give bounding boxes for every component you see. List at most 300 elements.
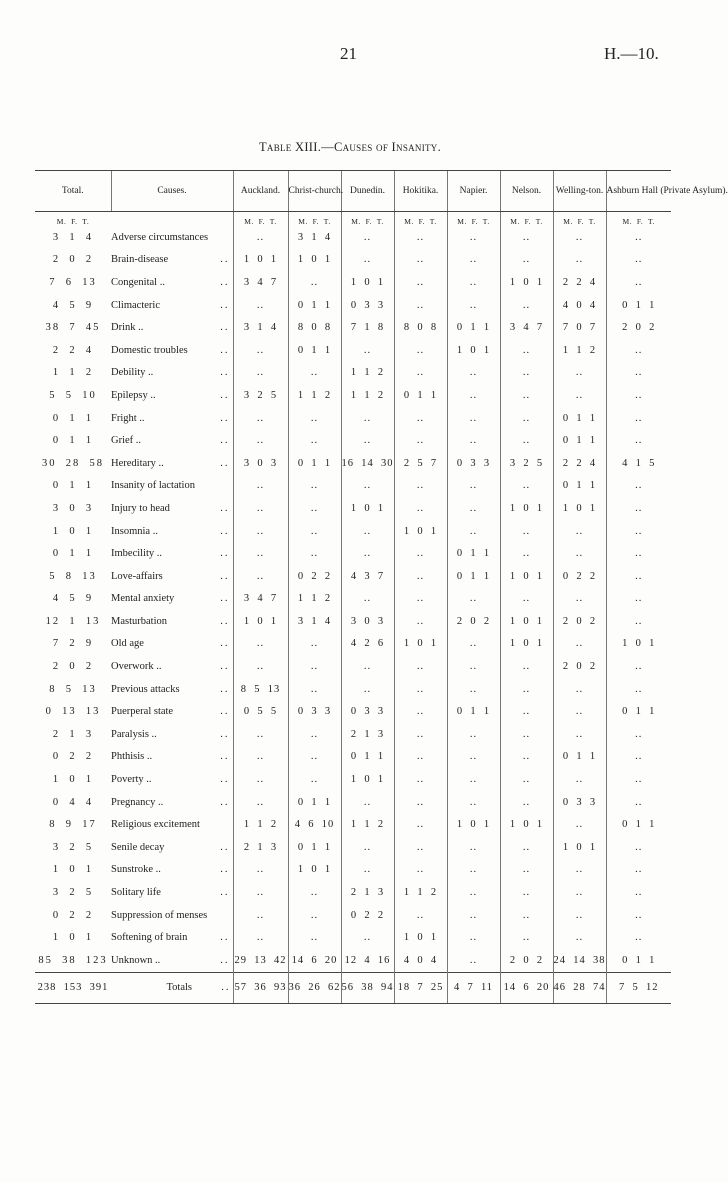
row-total-mft: 0 2 2 [52,751,94,763]
cell-nelson: 1 0 1 [500,497,553,520]
row-total-mft: 12 1 13 [45,615,101,627]
table-row [35,294,671,317]
cell-hokitika: .. [394,588,447,611]
cell-nelson: .. [500,249,553,272]
cell-ashburn-hall: .. [606,520,671,543]
cause-label: Pregnancy .. [111,796,164,808]
cell-auckland: .. [233,362,288,385]
cell-napier: .. [447,362,500,385]
row-total-mft: 3 2 5 [52,841,94,853]
cell-wellington: 4 0 4 [553,294,606,317]
cell-christchurch: .. [288,475,341,498]
row-total-mft: 7 2 9 [52,638,94,650]
cell-auckland: .. [233,407,288,430]
cause-leader: .. [220,728,230,740]
cell-napier: 2 0 2 [447,610,500,633]
cell-wellington: 24 14 38 [553,949,606,972]
cell-christchurch: .. [288,881,341,904]
cell-ashburn-hall: .. [606,588,671,611]
cell-christchurch: .. [288,655,341,678]
cell-nelson: 1 0 1 [500,565,553,588]
hokitika-header: Hokitika. [394,171,447,212]
cell-auckland: .. [233,475,288,498]
cause-label: Overwork .. [111,661,162,673]
totals-leader: .. [221,982,231,994]
row-total-mft: 85 38 123 [38,954,108,966]
cell-napier: .. [447,294,500,317]
table-row [35,904,671,927]
row-total-mft: 2 0 2 [52,254,94,266]
dunedin-header: Dunedin. [341,171,394,212]
row-total-mft: 2 0 2 [52,661,94,673]
cause-label: Drink .. [111,322,144,334]
cause-leader: .. [220,299,230,311]
cell-hokitika: .. [394,813,447,836]
cell-napier: .. [447,836,500,859]
cause-cell [111,407,233,430]
cell-auckland: 0 5 5 [233,700,288,723]
cell-napier: .. [447,384,500,407]
cause-label: Hereditary .. [111,457,164,469]
cell-ashburn-hall: .. [606,249,671,272]
cause-label: Poverty .. [111,774,152,786]
cause-label: Mental anxiety [111,593,175,605]
cell-wellington: 0 2 2 [553,565,606,588]
row-total-mft: 2 1 3 [52,728,94,740]
cell-dunedin: 1 0 1 [341,497,394,520]
cause-cell [111,475,233,498]
cell-napier: 1 0 1 [447,339,500,362]
cell-auckland: 3 4 7 [233,588,288,611]
row-total-mft: 0 1 1 [52,412,94,424]
totals-christchurch: 36 26 62 [288,972,341,1003]
cause-cell [111,294,233,317]
causes-of-insanity-table [35,170,728,1004]
cell-ashburn-hall: .. [606,859,671,882]
cell-dunedin: .. [341,588,394,611]
row-total-mft: 5 8 13 [49,570,97,582]
cell-hokitika: 1 0 1 [394,633,447,656]
cell-wellington: 2 2 4 [553,271,606,294]
cause-leader: .. [220,548,230,560]
cause-label: Old age [111,638,144,650]
causes-header: Causes. [111,171,233,212]
cell-ashburn-hall: .. [606,362,671,385]
f-label: F. [71,217,78,226]
cell-auckland: 1 0 1 [233,249,288,272]
cell-nelson: .. [500,791,553,814]
cause-leader: .. [220,706,230,718]
cell-wellington: 1 0 1 [553,497,606,520]
cell-auckland: .. [233,429,288,452]
cell-ashburn-hall: .. [606,723,671,746]
cell-nelson: 1 0 1 [500,813,553,836]
cell-ashburn-hall: .. [606,384,671,407]
cell-hokitika: .. [394,429,447,452]
cell-ashburn-hall: .. [606,791,671,814]
cause-cell [111,316,233,339]
cell-wellington: .. [553,678,606,701]
cell-hokitika: .. [394,249,447,272]
document-reference: H.—10. [604,44,659,63]
table-row [35,791,671,814]
totals-napier: 4 7 11 [447,972,500,1003]
row-total-mft: 30 28 58 [42,457,104,469]
totals-ashburn-hall: 7 5 12 [606,972,671,1003]
cell-ashburn-hall: 0 1 1 [606,294,671,317]
cause-cell [111,339,233,362]
cell-christchurch: .. [288,271,341,294]
row-total-mft: 5 5 10 [49,389,97,401]
cause-label: Climacteric [111,299,160,311]
table-row [35,339,671,362]
row-total-mft: 0 4 4 [52,796,94,808]
cell-ashburn-hall: .. [606,926,671,949]
table-row [35,565,671,588]
cause-leader: .. [220,322,230,334]
cell-christchurch: 0 1 1 [288,836,341,859]
cell-dunedin: .. [341,249,394,272]
cell-ashburn-hall: 4 1 5 [606,452,671,475]
cell-napier: 0 1 1 [447,542,500,565]
cell-dunedin: .. [341,859,394,882]
cell-wellington: .. [553,542,606,565]
cell-ashburn-hall: .. [606,836,671,859]
totals-row [35,972,671,1003]
cell-auckland: .. [233,633,288,656]
cell-hokitika: .. [394,271,447,294]
cell-hokitika: 1 0 1 [394,926,447,949]
cell-dunedin: .. [341,926,394,949]
cell-christchurch: .. [288,497,341,520]
cell-nelson: .. [500,678,553,701]
totals-label: Totals [166,982,192,994]
cause-label: Religious excitement [111,819,200,831]
cause-cell [111,542,233,565]
cell-wellington: .. [553,926,606,949]
cell-wellington: .. [553,904,606,927]
cell-christchurch: 1 1 2 [288,588,341,611]
cell-ashburn-hall: .. [606,746,671,769]
wellington-header: Welling-ton. [553,171,606,212]
table-row [35,542,671,565]
cell-ashburn-hall: .. [606,565,671,588]
cell-napier: 0 1 1 [447,700,500,723]
cell-wellington: 0 1 1 [553,475,606,498]
table-row [35,746,671,769]
cell-dunedin: .. [341,475,394,498]
cell-nelson: 1 0 1 [500,610,553,633]
cell-wellington: .. [553,859,606,882]
total-mft-labels [35,212,111,227]
cell-auckland: .. [233,723,288,746]
cell-nelson: .. [500,859,553,882]
cause-leader: .. [220,344,230,356]
cause-cell [111,520,233,543]
cause-leader: .. [220,525,230,537]
mft-labels: M. F. T. [233,212,288,227]
cell-napier: .. [447,633,500,656]
cell-nelson: .. [500,836,553,859]
cell-auckland: 1 0 1 [233,610,288,633]
cause-cell [111,610,233,633]
row-total-mft: 0 13 13 [45,706,101,718]
cell-auckland: 3 4 7 [233,271,288,294]
totals-hokitika: 18 7 25 [394,972,447,1003]
cell-nelson: .. [500,655,553,678]
cell-napier: 0 1 1 [447,316,500,339]
cell-hokitika: .. [394,859,447,882]
cell-nelson: .. [500,700,553,723]
cause-cell [111,836,233,859]
cause-label: Senile decay [111,841,165,853]
cell-napier: .. [447,588,500,611]
cell-nelson: .. [500,542,553,565]
table-row [35,949,671,972]
cell-hokitika: .. [394,610,447,633]
cause-label: Suppression of menses [111,909,208,921]
cause-cell [111,565,233,588]
totals-mft: 238 153 391 [35,972,111,1003]
cell-auckland: .. [233,497,288,520]
cause-leader: .. [220,615,230,627]
row-total-mft: 3 1 4 [52,231,94,243]
cause-leader: .. [220,412,230,424]
cause-label: Insomnia .. [111,525,158,537]
cell-hokitika: .. [394,475,447,498]
table-row [35,429,671,452]
cause-leader: .. [220,457,230,469]
cell-christchurch: .. [288,542,341,565]
cell-dunedin: .. [341,520,394,543]
cell-hokitika: 1 1 2 [394,881,447,904]
cause-label: Epilepsy .. [111,389,156,401]
cell-hokitika: 2 5 7 [394,452,447,475]
cell-wellington: .. [553,633,606,656]
cell-christchurch: 1 1 2 [288,384,341,407]
table-row [35,768,671,791]
table-body [35,212,671,973]
cell-wellington: .. [553,768,606,791]
cell-hokitika: .. [394,294,447,317]
row-total-mft: 4 5 9 [52,593,94,605]
cell-ashburn-hall: .. [606,407,671,430]
cell-napier: .. [447,520,500,543]
cause-leader: .. [220,570,230,582]
row-total-mft: 8 9 17 [49,819,97,831]
cause-label: Unknown .. [111,954,161,966]
cell-wellington: .. [553,520,606,543]
cell-nelson: .. [500,768,553,791]
cell-wellington: 0 1 1 [553,407,606,430]
cell-hokitika: .. [394,723,447,746]
cell-napier: .. [447,881,500,904]
cause-cell [111,859,233,882]
cell-ashburn-hall: .. [606,881,671,904]
cause-label: Brain-disease [111,254,169,266]
cell-napier: .. [447,429,500,452]
ashburn-hall-header: Ashburn Hall (Private Asylum). [606,171,671,212]
table-row [35,723,671,746]
cell-nelson: .. [500,475,553,498]
cell-hokitika: .. [394,678,447,701]
cell-hokitika: .. [394,226,447,249]
cell-dunedin: 1 0 1 [341,768,394,791]
cell-ashburn-hall: 0 1 1 [606,949,671,972]
cause-cell [111,429,233,452]
cause-leader: .. [220,661,230,673]
table-title: Table XIII.—Causes of Insanity. [258,140,442,154]
cell-christchurch: 3 1 4 [288,610,341,633]
cell-wellington: 0 1 1 [553,429,606,452]
cell-nelson: .. [500,339,553,362]
cell-auckland: .. [233,746,288,769]
cell-wellington: .. [553,700,606,723]
cell-dunedin: .. [341,655,394,678]
cause-label: Domestic troubles [111,344,188,356]
row-total-mft: 7 6 13 [49,276,97,288]
cause-leader: .. [220,276,230,288]
cause-cell [111,768,233,791]
cell-auckland: 1 1 2 [233,813,288,836]
table-row [35,520,671,543]
cell-nelson: 3 2 5 [500,452,553,475]
total-header: Total. [35,171,111,212]
row-total-mft: 1 0 1 [52,525,94,537]
cell-auckland: 8 5 13 [233,678,288,701]
auckland-header: Auckland. [233,171,288,212]
table-row [35,316,671,339]
cell-napier: .. [447,949,500,972]
cell-dunedin: 0 3 3 [341,700,394,723]
cell-ashburn-hall: 0 1 1 [606,700,671,723]
table-row [35,249,671,272]
row-total-mft: 3 2 5 [52,887,94,899]
row-total-mft: 0 1 1 [52,435,94,447]
table-row [35,271,671,294]
mft-labels: M. F. T. [447,212,500,227]
cell-nelson: .. [500,407,553,430]
row-total-mft: 1 1 2 [52,367,94,379]
mft-labels: M. F. T. [500,212,553,227]
cell-nelson: .. [500,723,553,746]
cell-christchurch: .. [288,407,341,430]
cell-christchurch: .. [288,746,341,769]
cause-leader: .. [220,864,230,876]
cell-auckland: 3 2 5 [233,384,288,407]
cell-christchurch: .. [288,768,341,791]
cell-napier: .. [447,497,500,520]
cell-auckland: .. [233,904,288,927]
cell-christchurch: 0 3 3 [288,700,341,723]
cause-cell [111,813,233,836]
cell-dunedin: 1 1 2 [341,813,394,836]
table-row [35,610,671,633]
cell-auckland: .. [233,565,288,588]
cause-cell [111,249,233,272]
cell-dunedin: .. [341,542,394,565]
mft-labels: M. F. T. [394,212,447,227]
cause-cell [111,588,233,611]
cell-napier: .. [447,746,500,769]
cell-wellington: 0 1 1 [553,746,606,769]
table-row [35,926,671,949]
header-row [35,171,671,212]
cell-dunedin: 0 1 1 [341,746,394,769]
cell-christchurch: 0 1 1 [288,452,341,475]
cause-label: Paralysis .. [111,728,157,740]
cell-auckland: .. [233,859,288,882]
cell-nelson: 2 0 2 [500,949,553,972]
cell-wellington: 2 2 4 [553,452,606,475]
cell-dunedin: 2 1 3 [341,723,394,746]
cell-auckland: 2 1 3 [233,836,288,859]
cell-dunedin: .. [341,339,394,362]
cell-auckland: .. [233,226,288,249]
cell-auckland: .. [233,520,288,543]
cell-wellington: .. [553,362,606,385]
cell-nelson: .. [500,226,553,249]
christchurch-header: Christ-church. [288,171,341,212]
cause-label: Solitary life [111,887,161,899]
cell-christchurch: 8 0 8 [288,316,341,339]
cell-auckland: .. [233,542,288,565]
cell-nelson: .. [500,362,553,385]
cell-auckland: .. [233,881,288,904]
t-label: T. [82,217,90,226]
cell-auckland: .. [233,339,288,362]
cause-label: Insanity of lactation [111,480,195,492]
row-total-mft: 38 7 45 [45,322,101,334]
cell-dunedin: 1 1 2 [341,384,394,407]
cell-ashburn-hall: .. [606,610,671,633]
cause-cell [111,633,233,656]
cell-napier: .. [447,926,500,949]
cell-napier: 0 3 3 [447,452,500,475]
cell-hokitika: .. [394,904,447,927]
cell-nelson: 1 0 1 [500,633,553,656]
cell-dunedin: .. [341,791,394,814]
cell-hokitika: .. [394,791,447,814]
cell-dunedin: 1 1 2 [341,362,394,385]
cell-nelson: .. [500,588,553,611]
cause-leader: .. [220,774,230,786]
cell-ashburn-hall: .. [606,339,671,362]
totals-dunedin: 56 38 94 [341,972,394,1003]
cell-dunedin: 0 3 3 [341,294,394,317]
cell-ashburn-hall: .. [606,542,671,565]
cell-ashburn-hall: .. [606,768,671,791]
cell-nelson: .. [500,881,553,904]
row-total-mft: 1 0 1 [52,864,94,876]
cause-cell [111,497,233,520]
cell-napier: .. [447,407,500,430]
cause-leader: .. [220,367,230,379]
table-row [35,475,671,498]
cell-christchurch: 4 6 10 [288,813,341,836]
cell-nelson: .. [500,294,553,317]
table-row [35,384,671,407]
table-row [35,452,671,475]
cause-label: Congenital .. [111,276,165,288]
row-total-mft: 1 0 1 [52,774,94,786]
cell-ashburn-hall: .. [606,904,671,927]
cell-napier: 1 0 1 [447,813,500,836]
cell-dunedin: 1 0 1 [341,271,394,294]
cause-leader: .. [220,796,230,808]
cell-dunedin: 16 14 30 [341,452,394,475]
cell-napier: .. [447,475,500,498]
